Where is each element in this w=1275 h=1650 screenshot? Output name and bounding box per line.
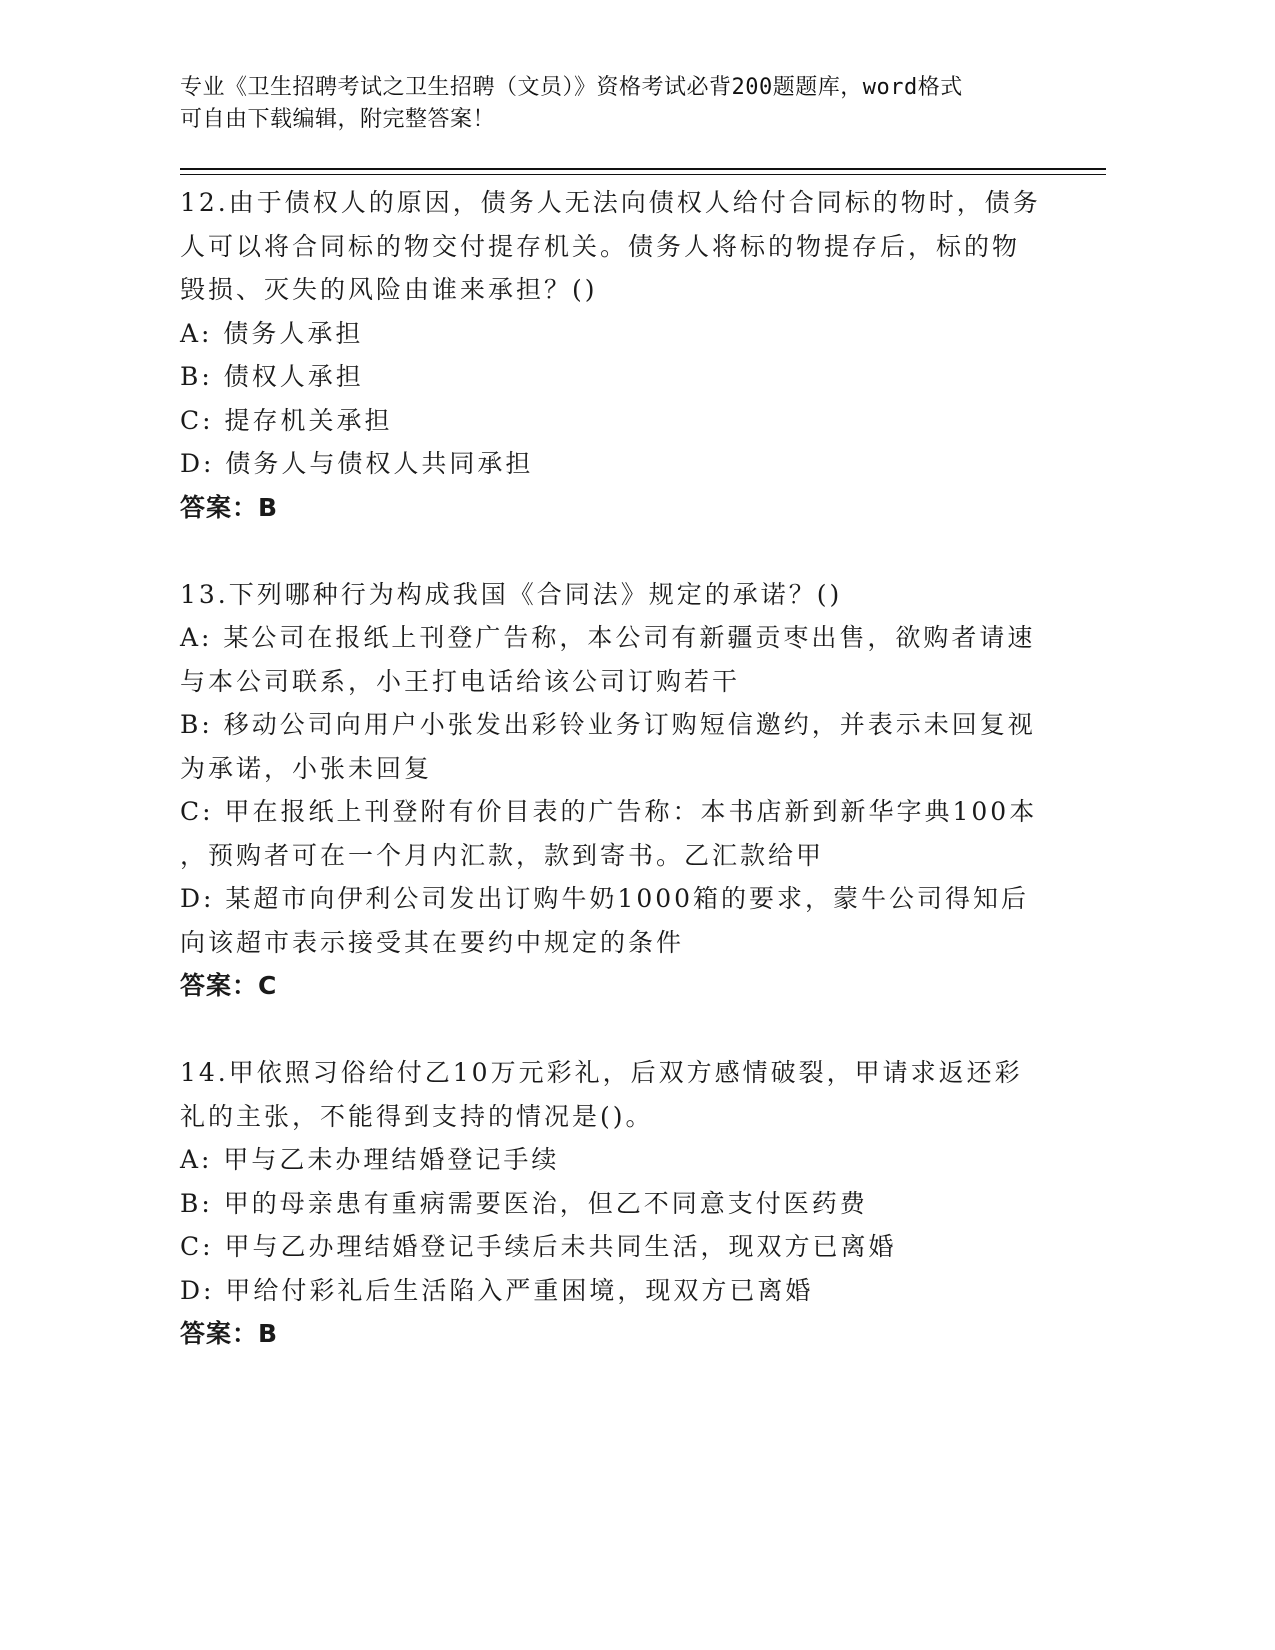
answer-label: 答案：B (180, 1319, 279, 1348)
header-divider (180, 174, 1106, 175)
spacer (180, 1008, 1040, 1052)
option-a: A: 甲与乙未办理结婚登记手续 (180, 1145, 560, 1174)
option-b: B: 债权人承担 (180, 362, 364, 391)
question-stem: 礼的主张，不能得到支持的情况是()。 (180, 1101, 654, 1131)
option-d: D: 某超市向伊利公司发出订购牛奶1000箱的要求，蒙牛公司得知后 (180, 884, 1030, 913)
document-header (180, 72, 1040, 136)
question-stem: 毁损、灭失的风险由谁来承担？() (180, 275, 598, 304)
option-c: C: 甲与乙办理结婚登记手续后未共同生活，现双方已离婚 (180, 1232, 897, 1261)
option-d-continued: 向该超市表示接受其在要约中规定的条件 (180, 927, 685, 957)
option-c: C: 提存机关承担 (180, 405, 393, 435)
header-divider (180, 168, 1106, 170)
question-item (180, 573, 1040, 1008)
option-d: D: 甲给付彩礼后生活陷入严重困境，现双方已离婚 (180, 1275, 814, 1305)
answer-label: 答案：C (180, 971, 278, 1000)
question-list (180, 181, 1040, 1356)
question-item (180, 181, 1040, 529)
question-stem: 人可以将合同标的物交付提存机关。债务人将标的物提存后，标的物 (180, 231, 1021, 261)
option-c-continued: ，预购者可在一个月内汇款，款到寄书。乙汇款给甲 (180, 840, 825, 870)
option-b-continued: 为承诺，小张未回复 (180, 753, 433, 783)
option-b: B: 移动公司向用户小张发出彩铃业务订购短信邀约，并表示未回复视 (180, 710, 1036, 739)
option-a: A: 某公司在报纸上刊登广告称，本公司有新疆贡枣出售，欲购者请速 (180, 623, 1036, 652)
spacer (180, 529, 1040, 573)
question-stem: 14.甲依照习俗给付乙10万元彩礼，后双方感情破裂，甲请求返还彩 (180, 1058, 1023, 1087)
option-b: B: 甲的母亲患有重病需要医治，但乙不同意支付医药费 (180, 1188, 868, 1218)
option-a-continued: 与本公司联系，小王打电话给该公司订购若干 (180, 666, 741, 696)
question-stem: 13.下列哪种行为构成我国《合同法》规定的承诺？() (180, 579, 843, 609)
question-stem: 12.由于债权人的原因，债务人无法向债权人给付合同标的物时，债务 (180, 188, 1041, 217)
option-a: A: 债务人承担 (180, 318, 364, 348)
header-line: 可自由下载编辑，附完整答案！ (180, 107, 496, 132)
option-d: D: 债务人与债权人共同承担 (180, 449, 534, 478)
option-c: C: 甲在报纸上刊登附有价目表的广告称：本书店新到新华字典100本 (180, 797, 1038, 826)
answer-label: 答案：B (180, 492, 279, 522)
header-line: 专业《卫生招聘考试之卫生招聘（文员）》资格考试必背200题题库，word格式 (180, 75, 963, 100)
question-item (180, 1051, 1040, 1356)
